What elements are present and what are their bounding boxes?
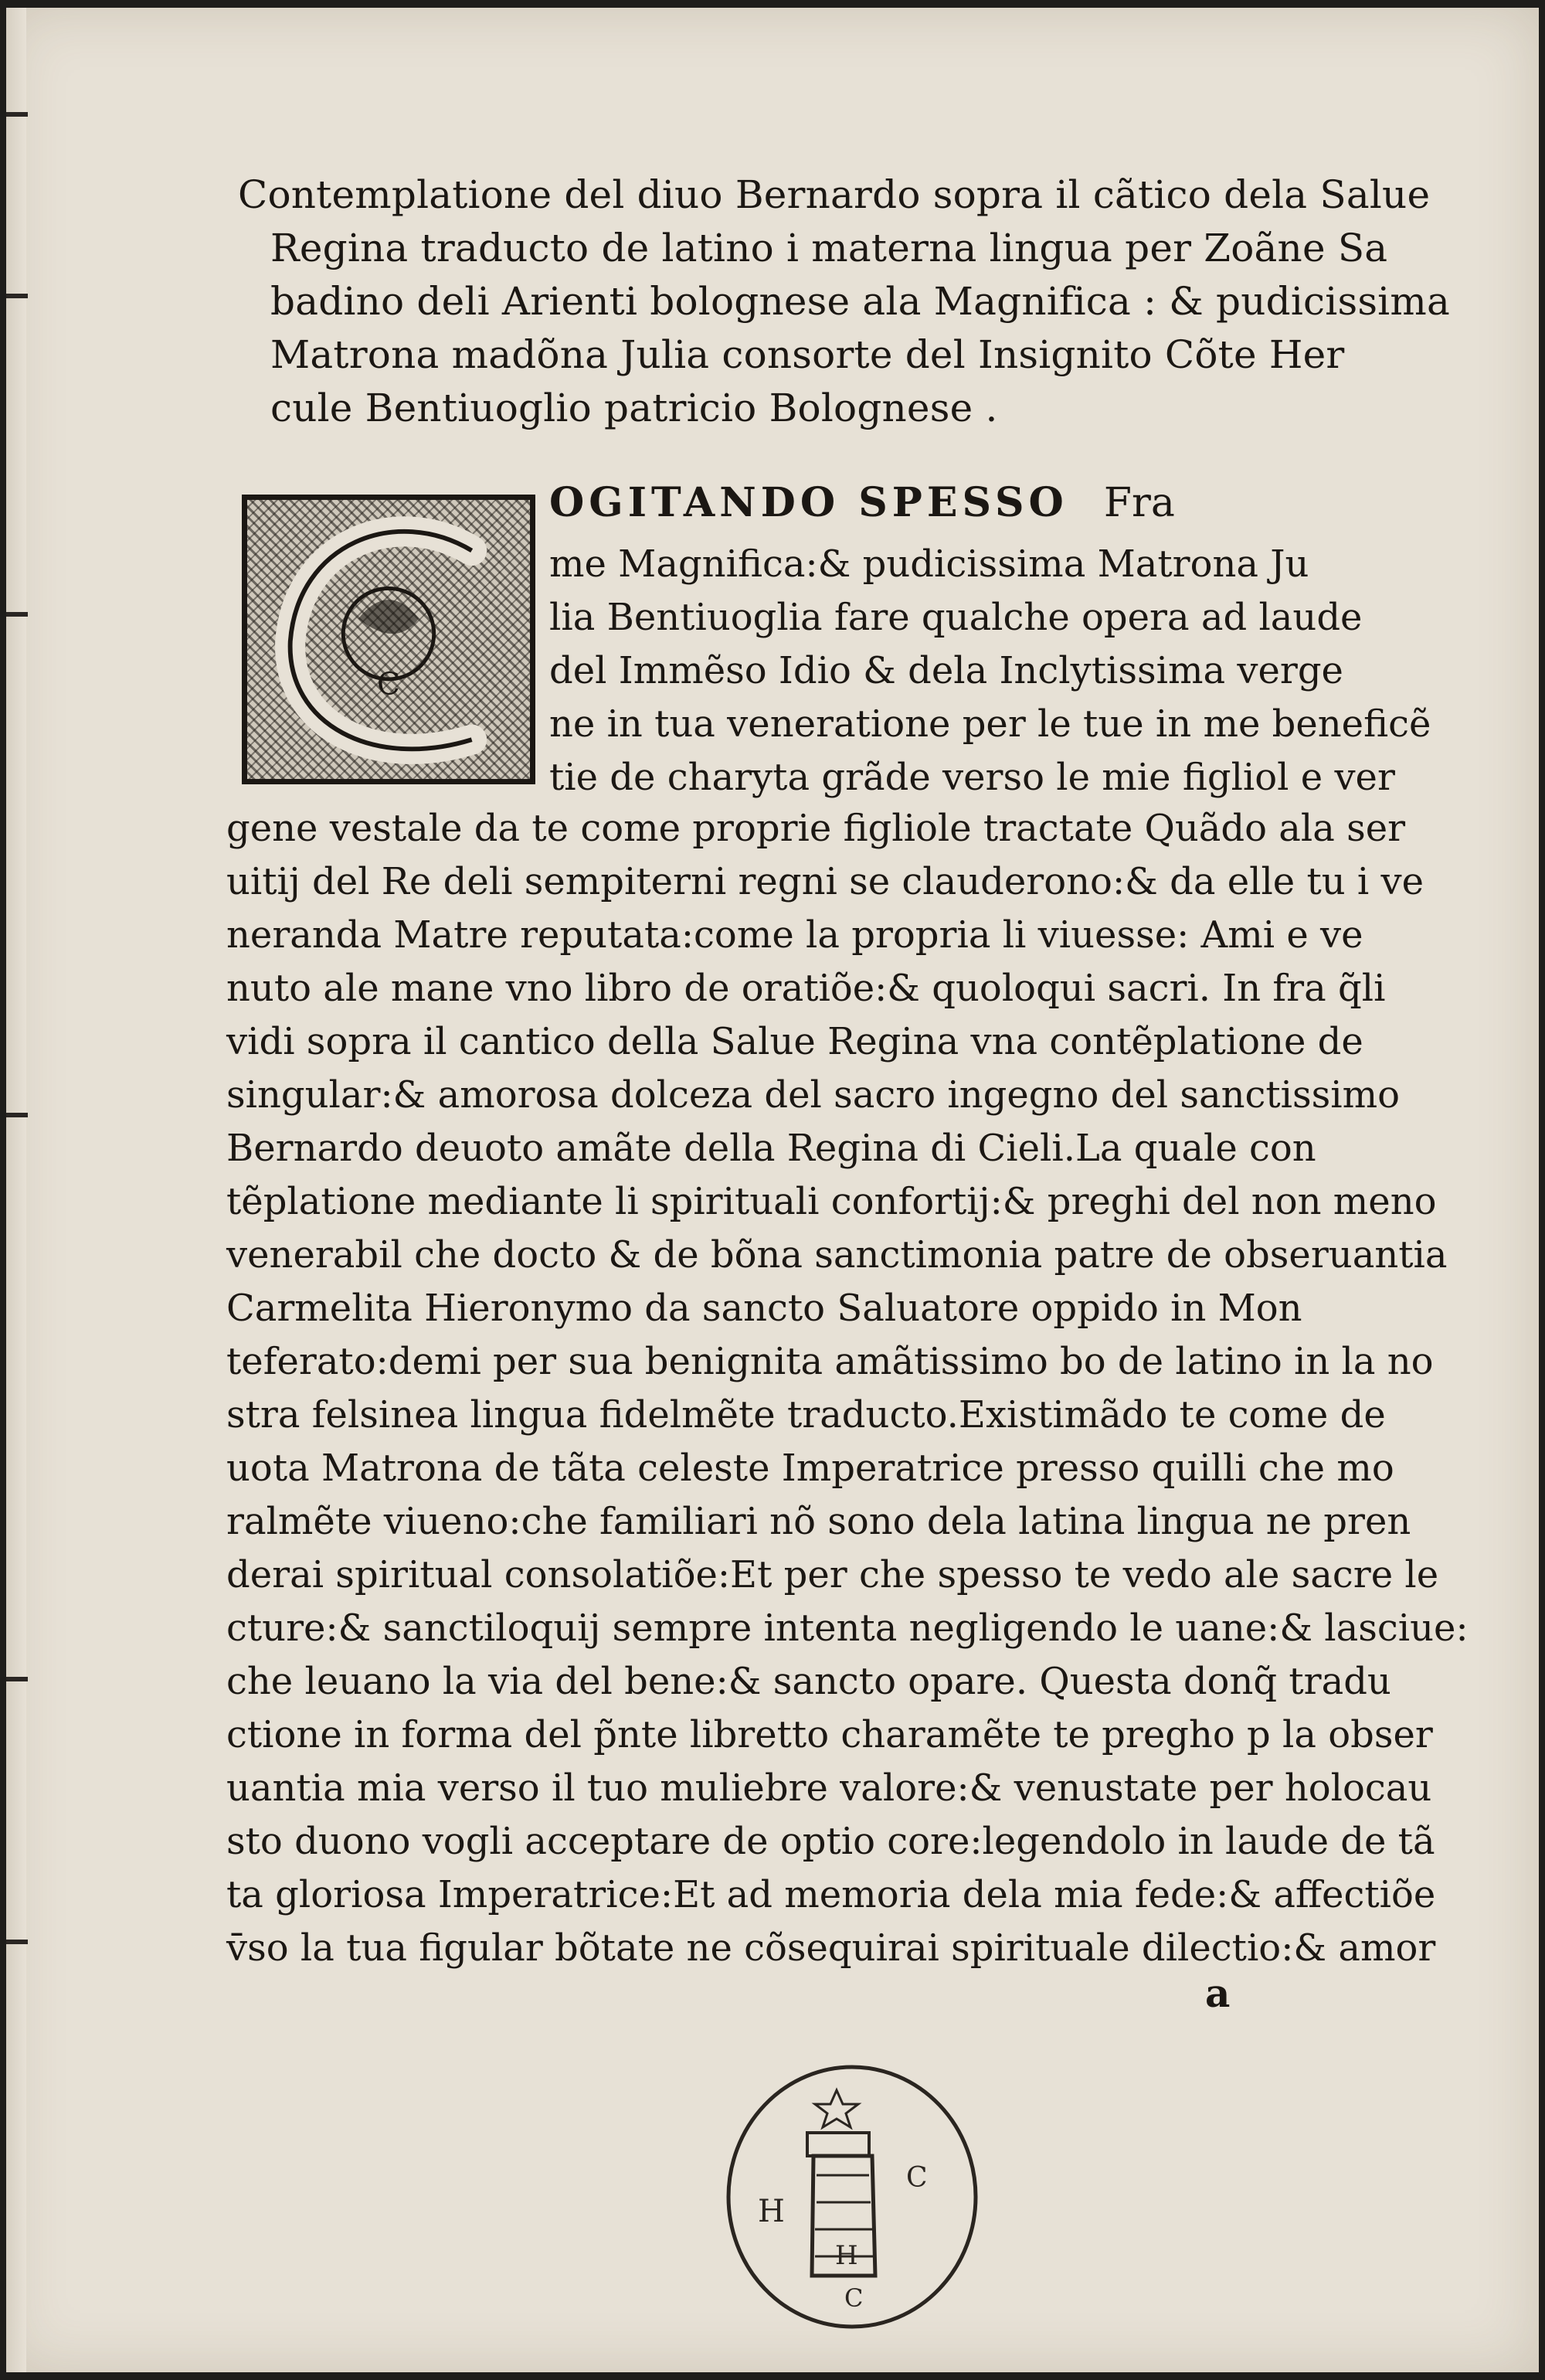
text-line: uantia mia verso il tuo muliebre valore:& venustate per holocau [226, 1766, 1432, 1810]
library-stamp [721, 2059, 983, 2334]
incipit-tail: Fra [1103, 480, 1175, 526]
body-narrow-block [549, 538, 1431, 804]
margin-tick [6, 294, 28, 298]
margin-tick [6, 112, 28, 117]
stamp-letter: C [906, 2162, 928, 2194]
text-line: tẽplatione mediante li spirituali confortij:& preghi del non meno [226, 1180, 1437, 1223]
margin-tick [6, 1677, 28, 1681]
initial-letter: C [377, 667, 400, 702]
decorated-initial [242, 495, 535, 784]
incipit [549, 479, 1175, 526]
text-line: cture:& sanctiloquij sempre intenta negligendo le uane:& lasciue: [226, 1606, 1469, 1650]
margin-tick [6, 1940, 28, 1944]
stamp-letter: C [844, 2283, 864, 2313]
text-line: ralmẽte viueno:che familiari nõ sono dela latina lingua ne pren [226, 1500, 1411, 1543]
text-line: me Magnifica:& pudicissima Matrona Ju [549, 542, 1309, 586]
text-line: uota Matrona de tãta celeste Imperatrice presso quilli che mo [226, 1447, 1394, 1490]
book-page [6, 8, 1539, 2372]
title-line: Contemplatione del diuo Bernardo sopra il cãtico dela Salue [238, 172, 1431, 217]
text-line: nuto ale mane vno libro de oratiõe:& quoloqui sacri. In fra q̃li [226, 967, 1386, 1010]
text-line: del Immẽso Idio & dela Inclytissima verge [549, 649, 1343, 692]
text-line: ne in tua veneratione per le tue in me beneficẽ [549, 702, 1431, 746]
text-line: gene vestale da te come proprie figliole tractate Quãdo ala ser [226, 807, 1406, 850]
text-line: sto duono vogli acceptare de optio core:legendolo in laude de tã [226, 1820, 1435, 1863]
text-line: singular:& amorosa dolceza del sacro ingegno del sanctissimo [226, 1073, 1401, 1117]
text-line: derai spiritual consolatiõe:Et per che spesso te vedo ale sacre le [226, 1553, 1439, 1596]
text-line: che leuano la via del bene:& sancto opare. Questa donq̃ tradu [226, 1660, 1391, 1703]
text-line: venerabil che docto & de bõna sanctimonia patre de obseruantia [226, 1233, 1448, 1277]
text-line: ctione in forma del p̃nte libretto charamẽte te pregho p la obser [226, 1713, 1433, 1756]
title-line: cule Bentiuoglio patricio Bolognese . [270, 386, 998, 430]
margin-tick [6, 1113, 28, 1117]
title-line: badino deli Arienti bolognese ala Magnifica : & pudicissima [270, 279, 1450, 324]
incipit-caps: OGITANDO SPESSO [549, 479, 1068, 526]
stamp-letter: H [835, 2240, 858, 2271]
text-line: vidi sopra il cantico della Salue Regina vna contẽplatione de [226, 1020, 1363, 1063]
text-line: teferato:demi per sua benignita amãtissimo bo de latino in la no [226, 1340, 1434, 1383]
title-line: Regina traducto de latino i materna lingua per Zoãne Sa [270, 226, 1388, 270]
text-line: uitij del Re deli sempiterni regni se clauderono:& da elle tu i ve [226, 860, 1424, 903]
body-wide-block [226, 802, 1469, 1975]
text-line: ta gloriosa Imperatrice:Et ad memoria dela mia fede:& affectiõe [226, 1873, 1436, 1916]
page-gutter [6, 8, 26, 2372]
star-icon [815, 2090, 858, 2127]
text-line: v̄so la tua figular bõtate ne cõsequirai spirituale dilectio:& amor [226, 1926, 1436, 1970]
text-line: tie de charyta grãde verso le mie figliol e ver [549, 756, 1395, 799]
decorated-initial-art [245, 498, 532, 781]
text-line: lia Bentiuoglia fare qualche opera ad laude [549, 596, 1363, 639]
text-line: Bernardo deuoto amãte della Regina di Cieli.La quale con [226, 1127, 1316, 1170]
text-line: Carmelita Hieronymo da sancto Saluatore oppido in Mon [226, 1287, 1302, 1330]
text-line: stra felsinea lingua fidelmẽte traducto.Existimãdo te come de [226, 1393, 1386, 1436]
stamp-letter: H [758, 2194, 785, 2229]
title-line: Matrona madõna Julia consorte del Insignito Cõte Her [270, 332, 1345, 377]
margin-tick [6, 612, 28, 617]
title-heading [238, 168, 1450, 435]
signature-mark: a [1205, 1970, 1231, 2016]
text-line: neranda Matre reputata:come la propria li viuesse: Ami e ve [226, 913, 1363, 957]
